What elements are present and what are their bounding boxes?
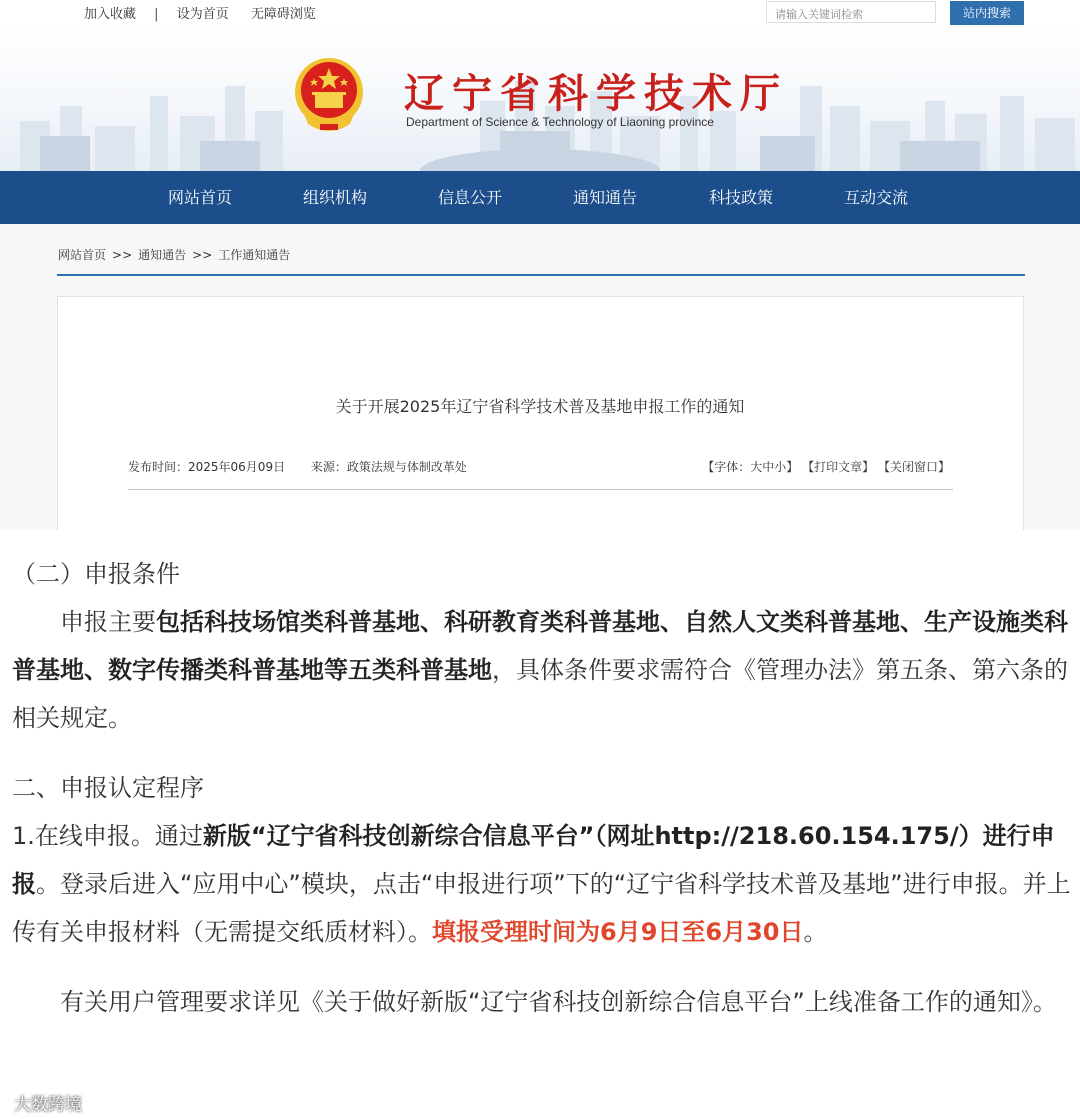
close-window-button[interactable]: 【关闭窗口】 <box>877 460 950 474</box>
indent <box>12 988 60 1016</box>
text-span: 1.在线申报。通过 <box>12 822 203 850</box>
breadcrumb-separator: >> <box>192 248 213 262</box>
site-search-button[interactable]: 站内搜索 <box>950 1 1024 25</box>
nav-item-interaction[interactable]: 互动交流 <box>844 188 909 207</box>
nav-item-home[interactable]: 网站首页 <box>168 188 233 207</box>
watermark: 大数跨境 <box>14 1095 82 1115</box>
text-span: ，具体条件要求需符合《管理办法》第五条、第六条的相关规定。 <box>12 656 1068 732</box>
paragraph <box>12 978 1078 1026</box>
main-nav <box>0 171 1080 224</box>
text-span: 。 <box>803 918 828 946</box>
publish-time: 发布时间：2025年06月09日 <box>128 460 286 474</box>
nav-item-notices[interactable]: 通知通告 <box>573 188 638 207</box>
article-title: 关于开展2025年辽宁省科学技术普及基地申报工作的通知 <box>335 397 745 416</box>
divider: | <box>154 7 159 22</box>
section-heading: 二、申报认定程序 <box>12 774 204 802</box>
font-size-tool[interactable]: 【字体：大中小】 <box>702 460 799 474</box>
breadcrumb-notices[interactable]: 通知通告 <box>138 248 187 262</box>
breadcrumb-separator: >> <box>112 248 133 262</box>
site-title: 辽宁省科学技术厅 <box>404 70 788 117</box>
text-span: 申报主要 <box>60 608 156 636</box>
bold-text-span: 新版“辽宁省科技创新综合信息平台”（网址http://218.60.154.175/）进行申报 <box>12 822 1055 898</box>
nav-item-info-disclosure[interactable]: 信息公开 <box>438 188 503 207</box>
search-input[interactable]: 请输入关键词检索 <box>766 1 936 23</box>
top-bar <box>0 0 1080 26</box>
top-links <box>84 3 316 22</box>
breadcrumb-home[interactable]: 网站首页 <box>58 248 107 262</box>
article-tools <box>702 458 950 475</box>
text-span: 。登录后进入“应用中心”模块，点击“申报进行项”下的“辽宁省科学技术普及基地”进行申报。并上传有关申报材料（无需提交纸质材料）。 <box>12 870 1071 946</box>
breadcrumb-divider <box>57 274 1025 276</box>
national-emblem-icon <box>290 54 368 134</box>
bold-text-span: 包括科技场馆类科普基地、科研教育类科普基地、自然人文类科普基地、生产设施类科普基地、数字传播类科普基地等五类科普基地 <box>12 608 1068 684</box>
article-source: 来源：政策法规与体制改革处 <box>310 460 467 474</box>
indent <box>12 608 60 636</box>
meta-divider <box>128 489 953 490</box>
breadcrumb <box>58 246 290 263</box>
text-span: 有关用户管理要求详见《关于做好新版“辽宁省科技创新综合信息平台”上线准备工作的通知》。 <box>60 988 1057 1016</box>
print-article-button[interactable]: 【打印文章】 <box>802 460 875 474</box>
nav-item-policies[interactable]: 科技政策 <box>709 188 774 207</box>
article-meta <box>128 458 489 475</box>
paragraph <box>12 598 1078 742</box>
section-heading: （二）申报条件 <box>12 560 180 588</box>
site-subtitle: Department of Science & Technology of Liaoning province <box>406 115 714 129</box>
set-homepage-link[interactable]: 设为首页 <box>176 7 229 22</box>
add-favorite-link[interactable]: 加入收藏 <box>84 7 137 22</box>
highlight-text-span: 填报受理时间为6月9日至6月30日 <box>432 918 804 946</box>
breadcrumb-work-notices[interactable]: 工作通知通告 <box>218 248 291 262</box>
nav-item-organization[interactable]: 组织机构 <box>303 188 368 207</box>
paragraph <box>12 812 1078 956</box>
header-banner <box>0 26 1080 171</box>
accessibility-link[interactable]: 无障碍浏览 <box>250 7 316 22</box>
article-body <box>12 550 1078 1026</box>
